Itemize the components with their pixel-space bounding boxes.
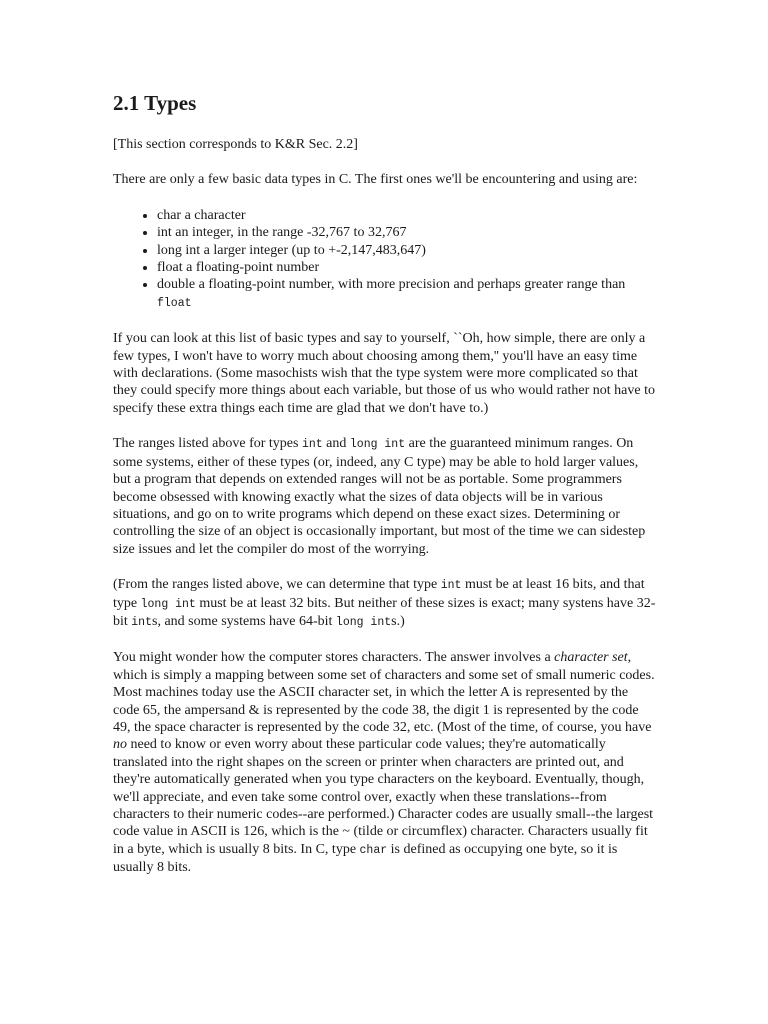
list-item xyxy=(157,259,658,276)
paragraph-guaranteed-ranges xyxy=(113,435,658,558)
types-list xyxy=(113,207,658,312)
emphasis: no xyxy=(113,737,127,753)
text-run: and xyxy=(322,436,350,452)
text-run: are the guaranteed minimum ranges. On some systems, either of these types (or, indeed, any C type) may be able to hold larger values, but a program that depends on extended ranges will not be as portable. Some programmers become obsessed with knowing exactly what the sizes of data objects will be in various situations, and go on to write programs which depend on these exact sizes. Determining or controlling the size of an object is occasionally important, but most of the time we can sidestep size issues and let the compiler do most of the worrying. xyxy=(113,436,646,557)
emphasis: character set xyxy=(554,650,628,666)
inline-code: int xyxy=(440,579,462,593)
text-run: (From the ranges listed above, we can determine that type xyxy=(113,577,441,593)
text-run: must be at least 32 bits. But neither of these sizes is exact; many systens have 32-bit xyxy=(113,595,656,629)
type-description: a floating-point number xyxy=(182,260,320,276)
type-name: long int xyxy=(157,242,201,258)
inline-code: long int xyxy=(349,438,406,452)
text-run: , which is simply a mapping between some set of characters and some set of small numeric codes. Most machines today use the ASCII character set, in which the letter A is represented by the code 65, the ampersand & is represented by the code 38, the digit 1 is represented by the code 49, the space character is represented by the code 32, etc. (Most of the time, of course, you have xyxy=(113,650,655,735)
document-page xyxy=(113,88,658,895)
text-run: s.) xyxy=(391,613,405,629)
type-description: a larger integer (up to +-2,147,483,647) xyxy=(200,242,426,258)
paragraph-character-set xyxy=(113,649,658,876)
text-run: s, and some systems have 64-bit xyxy=(152,613,336,629)
inline-code: int xyxy=(131,615,152,629)
type-description: a floating-point number, with more precision and perhaps greater range than xyxy=(195,277,626,293)
list-item xyxy=(157,224,658,241)
type-name: double xyxy=(157,277,196,293)
intro-paragraph: There are only a few basic data types in C. The first ones we'll be encountering and using are: xyxy=(113,172,638,188)
text-run: You might wonder how the computer stores characters. The answer involves a xyxy=(113,650,555,666)
paragraph-simple-types: If you can look at this list of basic types and say to yourself, ``Oh, how simple, there are only a few types, I won't have to worry much about choosing among them,'' you'll have an easy time with declarations. (Some masochists wish that the type system were more complicated so that they could specify more things about each variable, but those of us who would rather not have to specify these extra things each time are glad that we don't have to.) xyxy=(113,331,655,416)
inline-code: char xyxy=(359,843,388,857)
inline-code: long int xyxy=(335,615,392,629)
text-run: need to know or even worry about these particular code values; they're automatically translated into the right shapes on the screen or printer when characters are printed out, and they're automatically generated when you type characters on the keyboard. Eventually, though, we'll appreciate, and even take some control over, exactly when these translations--from characters to their numeric codes--are performed.) Character codes are usually small--the largest code value in ASCII is 126, which is the ~ (tilde or circumflex) character. Characters usually fit in a byte, which is usually 8 bits. In C, type xyxy=(113,737,654,857)
reference-note: [This section corresponds to K&R Sec. 2.2] xyxy=(113,137,358,152)
list-item xyxy=(157,207,658,224)
type-name: int xyxy=(157,225,172,241)
inline-code: long int xyxy=(140,597,196,611)
paragraph-bit-sizes xyxy=(113,576,658,631)
type-description: an integer, in the range -32,767 to 32,767 xyxy=(171,225,407,241)
type-description: a character xyxy=(181,207,246,223)
type-name: char xyxy=(157,207,182,223)
text-run: must be at least 16 bits, and that type xyxy=(113,577,645,611)
inline-code: int xyxy=(301,438,323,452)
inline-code: float xyxy=(157,296,192,310)
list-item xyxy=(157,242,658,259)
list-item xyxy=(157,276,658,312)
type-name: float xyxy=(157,260,183,276)
section-title: 2.1 Types xyxy=(113,91,197,115)
text-run: The ranges listed above for types xyxy=(113,436,302,452)
text-run: is defined as occupying one byte, so it is usually 8 bits. xyxy=(113,841,618,876)
